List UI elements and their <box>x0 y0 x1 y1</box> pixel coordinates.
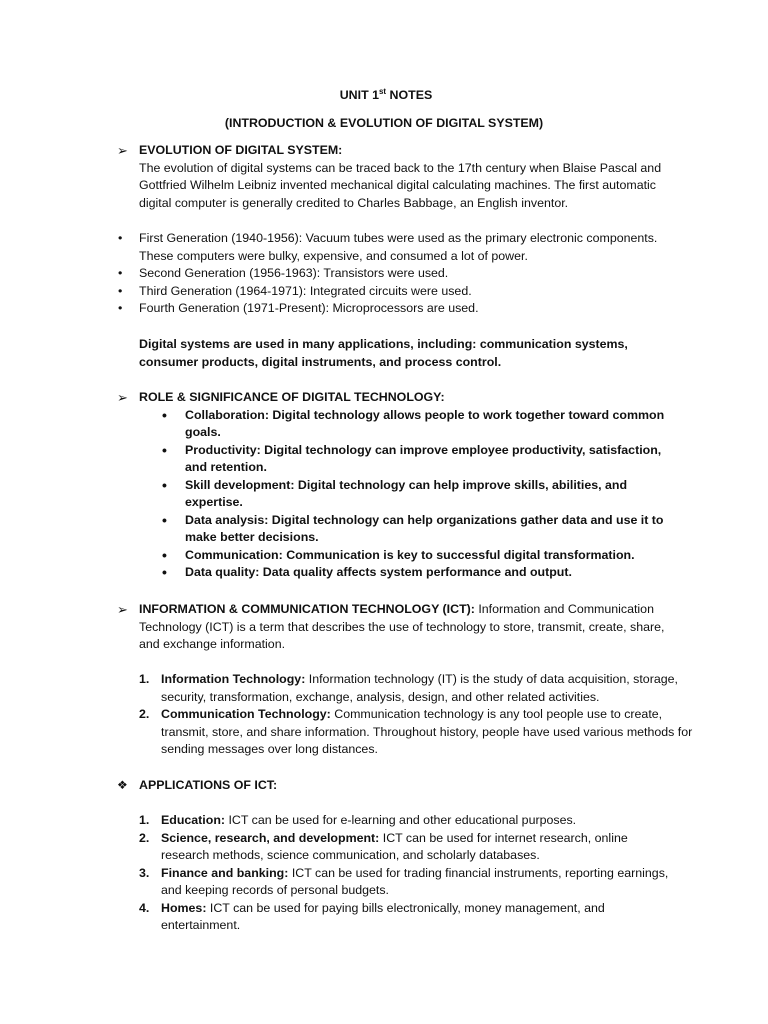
section-heading-role: ➢ ROLE & SIGNIFICANCE OF DIGITAL TECHNOLOGY: <box>117 390 445 405</box>
section-ict <box>117 601 679 654</box>
arrow-bullet-icon: ➢ <box>117 390 128 405</box>
list-item: 2. Science, research, and development: ICT can be used for internet research, online research methods, science communication, and scholarly databases. <box>139 830 628 862</box>
list-item: 2. Communication Technology: Communication technology is any tool people use to create, transmit, store, and share information. Throughout history, people have used various methods for sending messages over long distances. <box>139 707 693 756</box>
list-item: • Second Generation (1956-1963): Transistors were used. <box>117 265 687 283</box>
section-heading-evolution: ➢ EVOLUTION OF DIGITAL SYSTEM: <box>117 143 343 158</box>
section-evolution <box>117 142 687 212</box>
list-item: • Third Generation (1964-1971): Integrated circuits were used. <box>117 283 687 301</box>
ict-list <box>117 671 697 759</box>
list-item: • First Generation (1940-1956): Vacuum tubes were used as the primary electronic components. These computers were bulky, expensive, and consumed a lot of power. <box>117 230 687 265</box>
generations-list <box>117 230 687 318</box>
page-subtitle: (INTRODUCTION & EVOLUTION OF DIGITAL SYSTEM) <box>224 116 544 130</box>
ordinal-superscript: st <box>378 87 387 96</box>
page-title: UNIT 1st NOTES <box>339 87 433 102</box>
list-item: • Fourth Generation (1971-Present): Microprocessors are used. <box>117 300 687 318</box>
list-item: • Data analysis: Digital technology can help organizations gather data and use it to make better decisions. <box>162 512 672 547</box>
list-item: • Communication: Communication is key to successful digital transformation. <box>162 547 672 565</box>
list-item: • Skill development: Digital technology can help improve skills, abilities, and expertise. <box>162 477 672 512</box>
list-item: 3. Finance and banking: ICT can be used for trading financial instruments, reporting earnings, and keeping records of personal budgets. <box>139 865 669 897</box>
evolution-paragraph: The evolution of digital systems can be traced back to the 17th century when Blaise Pascal and Gottfried Wilhelm Leibniz invented mechanical digital calculating machines. The first automatic digital computer is generally credited to Charles Babbage, an English inventor. <box>139 160 662 210</box>
section-heading-applications: ❖ APPLICATIONS OF ICT: <box>117 777 687 795</box>
list-item: • Collaboration: Digital technology allows people to work together toward common goals. <box>162 407 672 442</box>
list-item: 4. Homes: ICT can be used for paying bills electronically, money management, and entertainment. <box>139 900 605 932</box>
list-item: 1. Education: ICT can be used for e-learning and other educational purposes. <box>139 813 577 827</box>
ict-intro: INFORMATION & COMMUNICATION TECHNOLOGY (ICT): Information and Communication Technology (ICT) is a term that describes the use of technology to store, transmit, create, share, and exchange information. <box>139 602 665 651</box>
diamond-bullet-icon: ❖ <box>117 778 128 792</box>
section-role <box>117 389 687 582</box>
applications-note: Digital systems are used in many applications, including: communication systems, consumer products, digital instruments, and process control. <box>139 337 628 369</box>
arrow-bullet-icon: ➢ <box>117 602 128 617</box>
arrow-bullet-icon: ➢ <box>117 143 128 158</box>
section-heading-ict <box>117 601 679 654</box>
list-item: • Productivity: Digital technology can improve employee productivity, satisfaction, and retention. <box>162 442 672 477</box>
section-applications <box>117 777 687 795</box>
role-list <box>162 407 672 582</box>
list-item: • Data quality: Data quality affects system performance and output. <box>162 564 672 582</box>
list-item: 1. Information Technology: Information technology (IT) is the study of data acquisition, storage, security, transformation, exchange, analysis, design, and other related activities. <box>139 672 678 704</box>
applications-list <box>117 812 677 935</box>
